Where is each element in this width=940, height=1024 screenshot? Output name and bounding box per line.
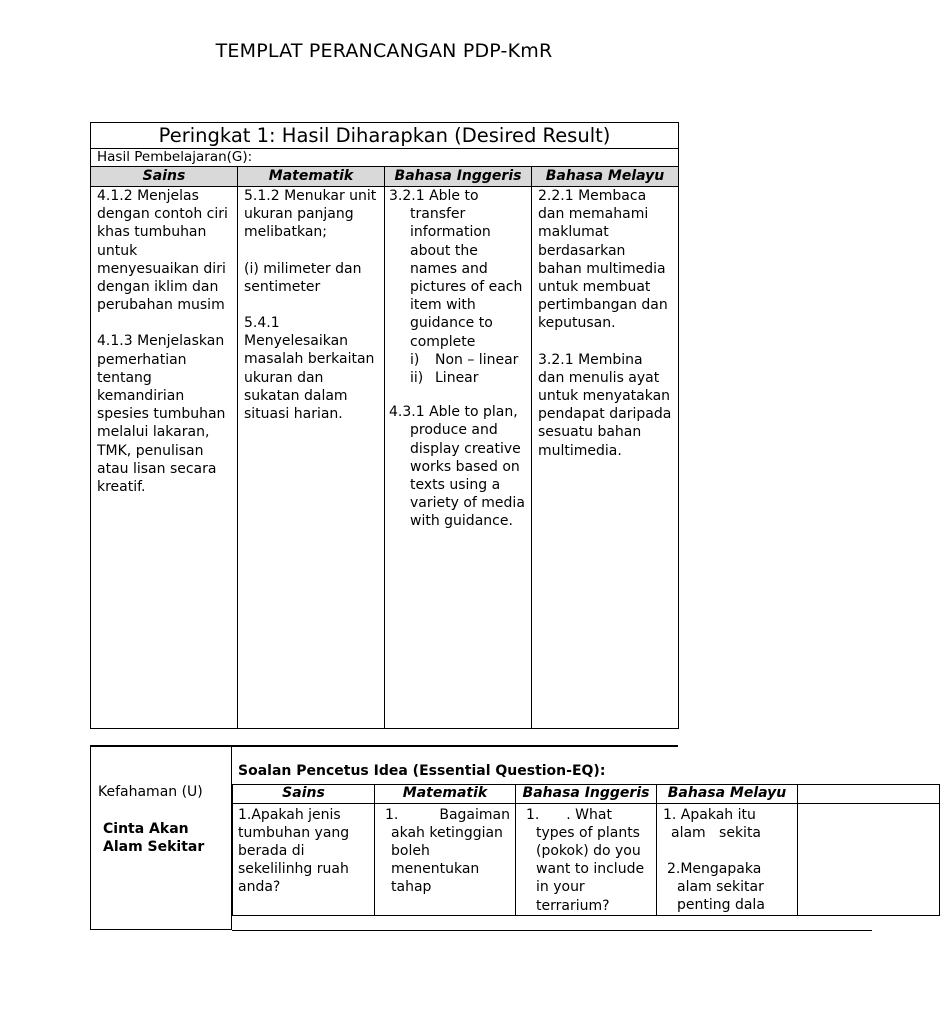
- matematik-outcomes-cell: [238, 187, 385, 729]
- bi-list-item-i: i) Non – linear: [410, 351, 519, 368]
- stage1-heading: Peringkat 1: Hasil Diharapkan (Desired Result): [91, 123, 679, 149]
- essential-question-title: Soalan Pencetus Idea (Essential Question-EQ):: [238, 763, 606, 779]
- document-title: TEMPLAT PERANCANGAN PDP-KmR: [215, 40, 553, 62]
- bi-outcome-3-2-1: 3.2.1 Able to: [389, 188, 479, 204]
- essential-question-section: [232, 746, 872, 931]
- eq-sains-question: 1.Apakah jenis tumbuhan yang berada di sekelilinhg ruah anda?: [233, 803, 375, 915]
- essential-question-table: [232, 784, 940, 916]
- sains-outcomes-cell: [91, 187, 238, 729]
- matematik-outcome-5-4-1-cont: sukatan dalam situasi harian.: [244, 387, 348, 423]
- eq-bahasa-melayu-question: 1. Apakah itu alam sekita 2.Mengapaka alam sekitar penting dala: [657, 803, 798, 915]
- sains-outcome-4-1-3: 4.1.3 Menjelaskan pemerhatian tentang kemandirian spesies tumbuhan melalui lakaran, TMK, penulisan atau lisan secara kreatif.: [97, 333, 226, 496]
- eq-matematik-question: 1. Bagaiman akah ketinggian boleh menentukan tahap: [375, 803, 516, 915]
- column-header-bahasa-inggeris: Bahasa Inggeris: [385, 167, 532, 187]
- matematik-outcome-sub-i: (i) milimeter dan sentimeter: [244, 260, 362, 295]
- bm-outcome-2-2-1: 2.2.1 Membaca dan memahami maklumat berdasarkan bahan multimedia untuk membuat pertimbangan dan keputusan.: [538, 188, 668, 332]
- desired-result-table: [90, 122, 679, 729]
- understanding-section: [90, 745, 787, 931]
- eq-bahasa-inggeris-question: 1. . What types of plants (pokok) do you want to include in your terrarium?: [516, 803, 657, 915]
- understanding-value: Cinta Akan Alam Sekitar: [103, 821, 205, 855]
- column-header-sains: Sains: [91, 167, 238, 187]
- bm-outcome-3-2-1: 3.2.1 Membina dan menulis ayat untuk menyatakan pendapat daripada sesuatu bahan multimedia.: [538, 351, 672, 459]
- learning-outcomes-label: Hasil Pembelajaran(G):: [91, 149, 679, 167]
- column-header-bahasa-melayu: Bahasa Melayu: [532, 167, 679, 187]
- matematik-outcome-5-4-1: 5.4.1 Menyelesaikan masalah berkaitan ukuran dan: [244, 315, 375, 386]
- column-header-matematik: Matematik: [238, 167, 385, 187]
- eq-header-sains: Sains: [233, 785, 375, 804]
- bi-outcome-4-3-1-text: produce and display creative works based on texts using a variety of media with guidance.: [410, 422, 525, 530]
- eq-header-matematik: Matematik: [375, 785, 516, 804]
- eq-header-bahasa-inggeris: Bahasa Inggeris: [516, 785, 657, 804]
- sains-outcome-4-1-2: 4.1.2 Menjelas dengan contoh ciri khas tumbuhan untuk menyesuaikan diri dengan iklim dan perubahan musim: [97, 188, 228, 314]
- bi-outcome-4-3-1: 4.3.1 Able to plan,: [389, 404, 518, 421]
- understanding-column: [90, 746, 232, 930]
- bi-list-item-ii: ii) Linear: [410, 370, 479, 387]
- bahasa-inggeris-outcomes-cell: [385, 187, 532, 729]
- eq-header-bahasa-melayu: Bahasa Melayu: [657, 785, 798, 804]
- bahasa-melayu-outcomes-cell: [532, 187, 679, 729]
- matematik-outcome-5-1-2: 5.1.2 Menukar unit ukuran panjang melibatkan;: [244, 188, 377, 241]
- understanding-label: Kefahaman (U): [98, 784, 203, 800]
- bi-outcome-3-2-1-text: transfer information about the names and pictures of each item with guidance to complete: [410, 206, 523, 350]
